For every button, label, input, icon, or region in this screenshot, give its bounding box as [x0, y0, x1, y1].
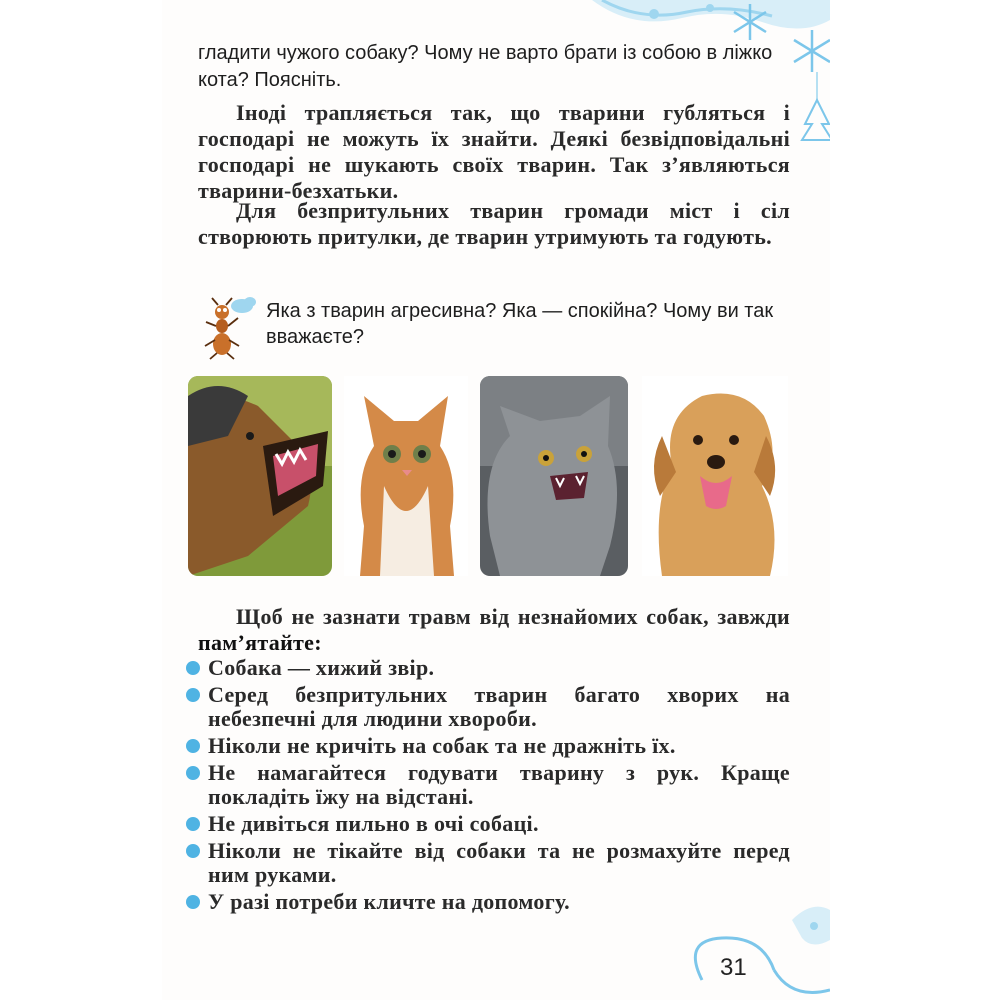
paragraph-lost-animals: Іноді трапляється так, що тварини губляться і господарі не можуть їх знайти. Деякі безвідповідальні господарі не шукають своїх тварин. Так з’являються тварини-безхатьки.	[198, 100, 790, 203]
safety-rules-list	[186, 656, 790, 917]
textbook-page	[162, 0, 830, 1000]
rule-text: Ніколи не тікайте від собаки та не розмахуйте перед ним руками.	[208, 838, 790, 887]
bullet-icon	[186, 661, 200, 675]
question-aggressive-calm: Яка з тварин агресивна? Яка — спокійна? Чому ви так вважаєте?	[266, 300, 774, 348]
list-item	[186, 683, 790, 731]
hissing-gray-cat-photo	[480, 376, 628, 576]
rule-text: Не намагайтеся годувати тварину з рук. Краще покладіть їжу на відстані.	[208, 760, 790, 809]
rule-text: Не дивіться пильно в очі собаці.	[208, 811, 539, 836]
question-top: гладити чужого собаку? Чому не варто брати із собою в ліжко кота? Поясніть.	[198, 42, 773, 91]
christmas-tree-icon	[802, 100, 830, 140]
winter-decoration-bottom	[162, 880, 830, 1000]
list-item	[186, 812, 790, 836]
paragraph-shelters: Для безпритульних тварин громади міст і сіл створюють притулки, де тварин утримують та годують.	[198, 198, 790, 249]
bullet-icon	[186, 817, 200, 831]
bullet-icon	[186, 844, 200, 858]
animal-photos	[188, 376, 788, 576]
rule-text: Ніколи не кричіть на собак та не дражніть їх.	[208, 733, 676, 758]
list-item	[186, 734, 790, 758]
rules-intro	[198, 604, 790, 656]
bullet-icon	[186, 766, 200, 780]
snowflake-icon	[794, 30, 830, 72]
ant-mascot-icon	[200, 296, 256, 360]
calm-kitten-photo	[344, 376, 468, 576]
list-item	[186, 656, 790, 680]
calm-golden-retriever-photo	[642, 376, 788, 576]
rule-text: Серед безпритульних тварин багато хворих на небезпечні для людини хвороби.	[208, 682, 790, 731]
rule-text: Собака — хижий звір.	[208, 655, 435, 680]
page-number: 31	[720, 954, 747, 981]
bullet-icon	[186, 688, 200, 702]
rules-intro-text: Щоб не зазнати травм від незнайомих собак, завжди	[236, 604, 790, 629]
rules-intro-emphasis: пам’ятайте:	[198, 630, 322, 655]
rule-text: У разі потреби кличте на допомогу.	[208, 889, 570, 914]
bullet-icon	[186, 739, 200, 753]
aggressive-dog-photo	[188, 376, 332, 576]
list-item	[186, 761, 790, 809]
